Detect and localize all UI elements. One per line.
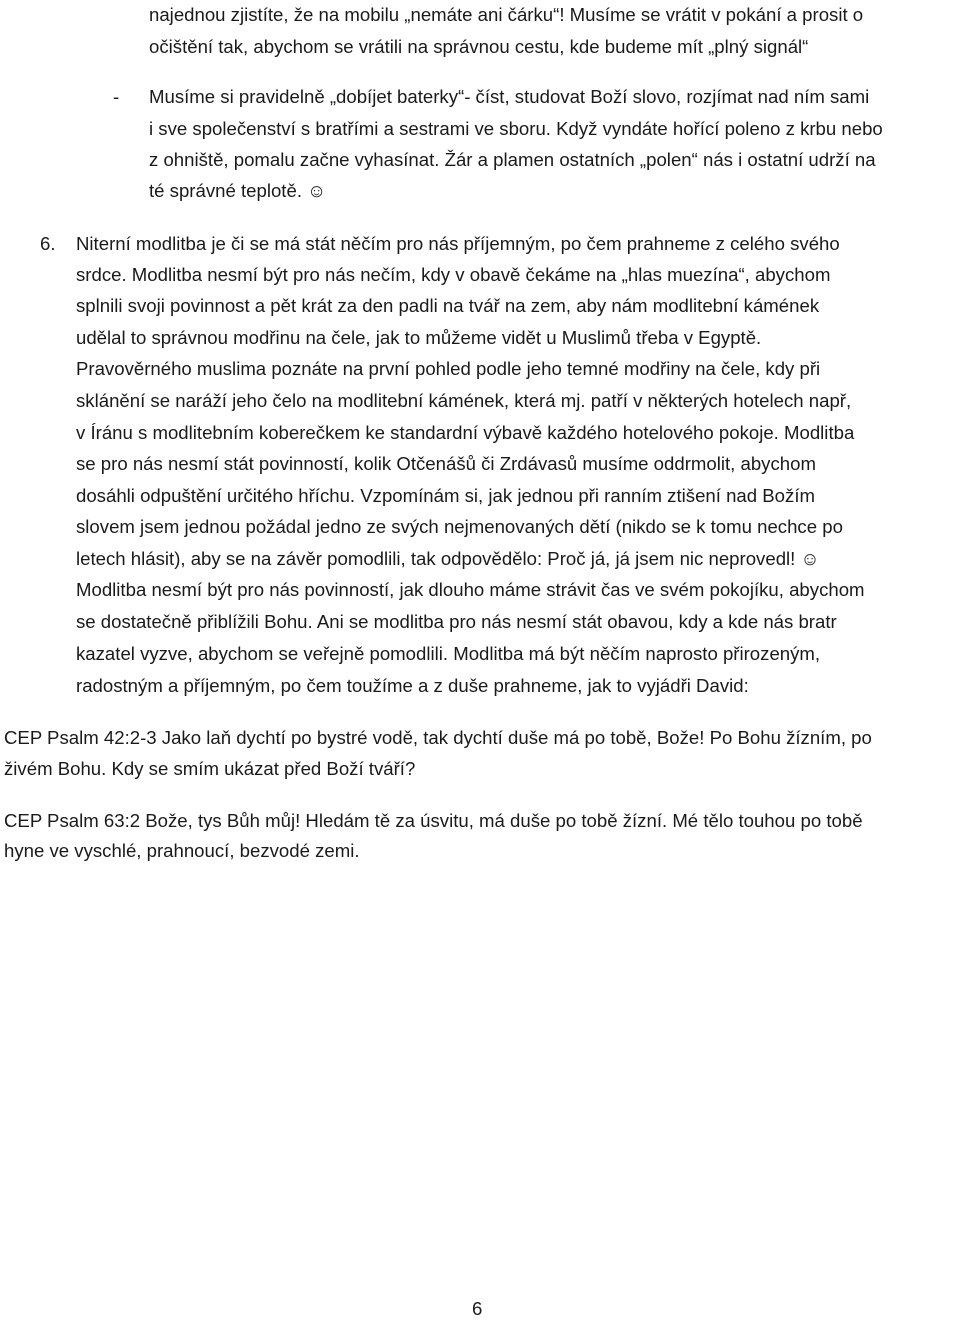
item-line-2: srdce. Modlitba nesmí být pro nás nečím, kdy v obavě čekáme na „hlas muezína“, abychom: [76, 264, 831, 285]
item-line-5: Pravověrného muslima poznáte na první pohled podle jeho temné modřiny na čele, kdy při: [76, 358, 821, 379]
bullet-line-4: té správné teplotě. ☺: [149, 180, 327, 201]
psalm-42-line-2: živém Bohu. Kdy se smím ukázat před Boží tváří?: [4, 758, 416, 779]
bullet-line-3: z ohniště, pomalu začne vyhasínat. Žár a plamen ostatních „polen“ nás i ostatní udrží na: [149, 149, 876, 170]
intro-line-1: najednou zjistíte, že na mobilu „nemáte ani čárku“! Musíme se vrátit v pokání a prosit o: [149, 4, 864, 25]
item-line-13: se dostatečně přiblížili Bohu. Ani se modlitba pro nás nesmí stát obavou, kdy a kde nás bratr: [76, 611, 837, 632]
item-line-4: udělal to správnou modřinu na čele, jak to můžeme vidět u Muslimů třeba v Egyptě.: [76, 327, 762, 348]
item-line-12: Modlitba nesmí být pro nás povinností, jak dlouho máme strávit čas ve svém pokojíku, abychom: [76, 579, 865, 600]
item-line-9: dosáhli odpuštění určitého hříchu. Vzpomínám si, jak jednou při ranním ztišení nad Božím: [76, 485, 815, 506]
page-number: 6: [472, 1298, 483, 1319]
item-line-8: se pro nás nesmí stát povinností, kolik Otčenášů či Zrdávasů musíme oddrmolit, abychom: [76, 453, 816, 474]
item-line-3: splnili svoji povinnost a pět krát za den padli na tvář na zem, aby nám modlitební kámének: [76, 295, 820, 316]
item-line-7: v Íránu s modlitebním koberečkem ke standardní výbavě každého hotelového pokoje. Modlitba: [76, 422, 855, 443]
bullet-line-2: i sve společenství s bratřími a sestrami ve sboru. Když vyndáte hořící poleno z krbu nebo: [149, 118, 883, 139]
psalm-63-line-2: hyne ve vyschlé, prahnoucí, bezvodé zemi.: [4, 840, 360, 861]
item-line-10: slovem jsem jednou požádal jedno ze svých nejmenovaných dětí (nikdo se k tomu nechce po: [76, 516, 843, 537]
psalm-63-line-1: CEP Psalm 63:2 Bože, tys Bůh můj! Hledám tě za úsvitu, má duše po tobě žízní. Mé tělo touhou po tobě: [4, 810, 863, 831]
item-number: 6.: [40, 233, 56, 254]
item-line-15: radostným a příjemným, po čem toužíme a z duše prahneme, jak to vyjádři David:: [76, 675, 749, 696]
item-line-11: letech hlásit), aby se na závěr pomodlili, tak odpovědělo: Proč já, já jsem nic neprovedl! ☺: [76, 548, 820, 569]
item-line-14: kazatel vyzve, abychom se veřejně pomodlili. Modlitba má být něčím naprosto přirozeným,: [76, 643, 821, 664]
bullet-line-1: Musíme si pravidelně „dobíjet baterky“- číst, studovat Boží slovo, rozjímat nad ním sami: [149, 86, 870, 107]
bullet-marker: -: [113, 86, 120, 107]
item-line-6: sklánění se naráží jeho čelo na modlitební kámének, která mj. patří v některých hotelech např,: [76, 390, 852, 411]
item-line-1: Niterní modlitba je či se má stát něčím pro nás příjemným, po čem prahneme z celého svého: [76, 233, 840, 254]
psalm-42-line-1: CEP Psalm 42:2-3 Jako laň dychtí po bystré vodě, tak dychtí duše má po tobě, Bože! Po Bohu žízním, po: [4, 727, 872, 748]
intro-line-2: očištění tak, abychom se vrátili na správnou cestu, kde budeme mít „plný signál“: [149, 36, 809, 57]
